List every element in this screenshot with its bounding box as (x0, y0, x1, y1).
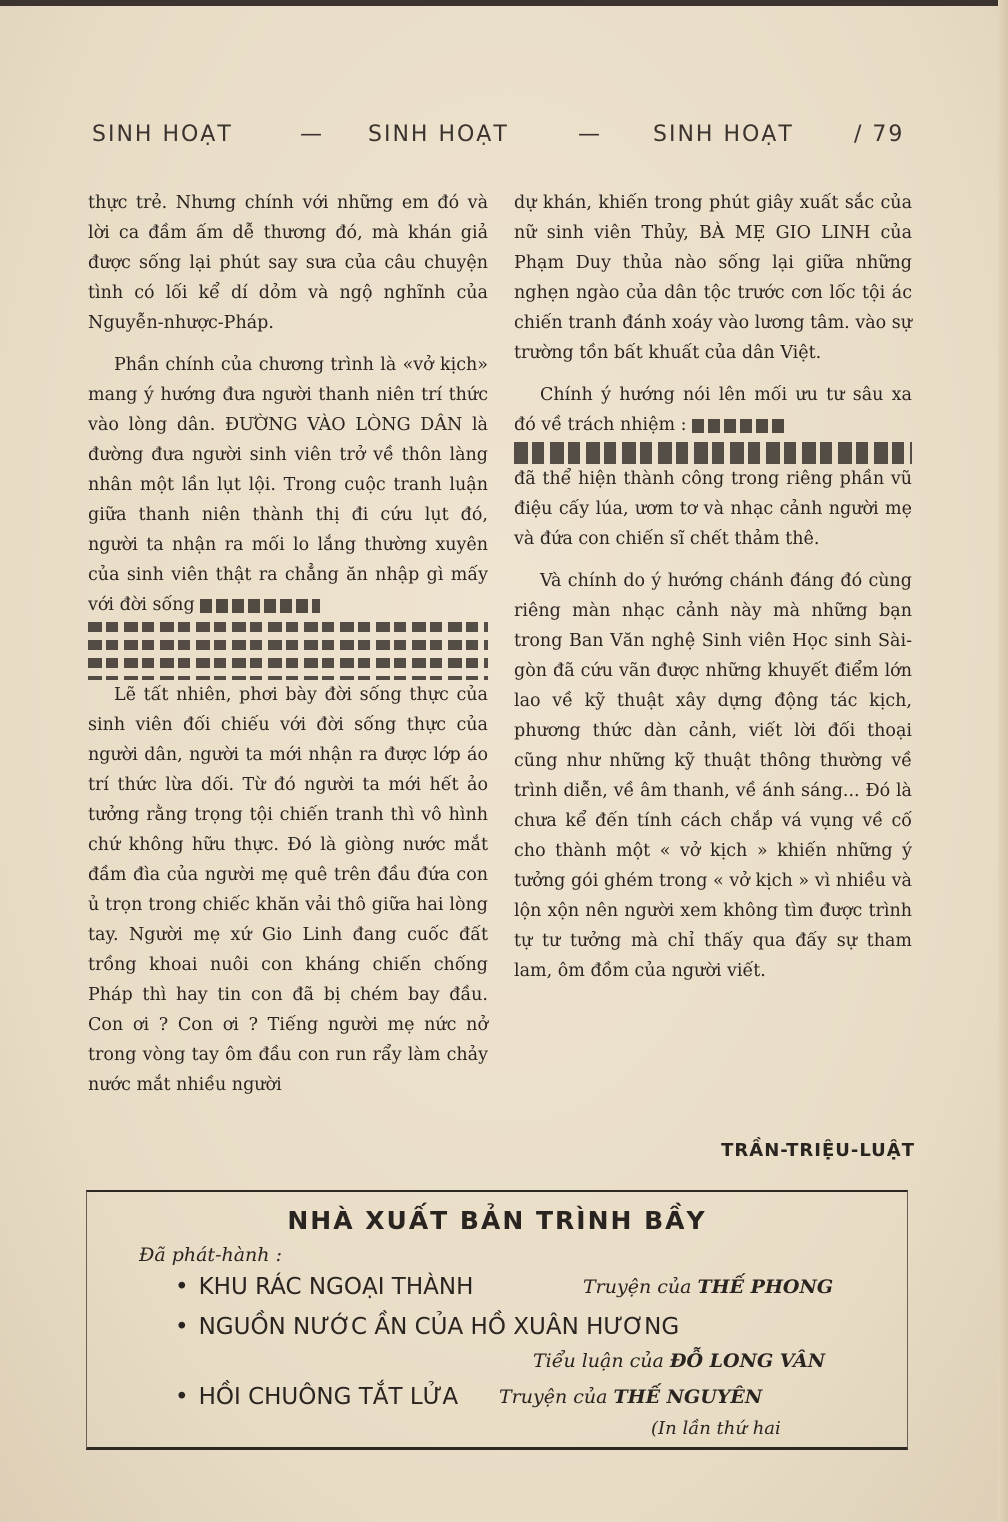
article-author: TRẦN-TRIỆU-LUẬT (721, 1140, 915, 1161)
censored-block-right (514, 442, 912, 464)
header-dash-2: — (578, 122, 602, 147)
book-item-1: • KHU RÁC NGOẠI THÀNH (175, 1274, 474, 1300)
header-part-1: SINH HOẠT (92, 122, 233, 147)
right-column (514, 188, 912, 986)
right-paragraph-2b: đã thể hiện thành công trong riêng phần vũ điệu cấy lúa, ươm tơ và nhạc cảnh người mẹ và đứa con chiến sĩ chết thảm thê. (514, 469, 912, 549)
page-top-edge (0, 0, 1008, 6)
page-right-edge (998, 0, 1008, 1522)
right-paragraph-2a: Chính ý hướng nói lên mối ưu tư sâu xa đó về trách nhiệm : (514, 385, 912, 435)
publisher-advert (86, 1190, 908, 1450)
header-part-3: SINH HOẠT (653, 122, 794, 147)
left-paragraph-1: thực trẻ. Nhưng chính với những em đó và lời ca đầm ấm dễ thương đó, mà khán giả được sống lại phút say sưa của câu chuyện tình có lối kể dí dỏm và ngộ nghĩnh của Nguyễn-nhược-Pháp. (88, 193, 488, 333)
book-item-2: • NGUỒN NƯỚC ẦN CỦA HỒ XUÂN HƯƠNG (175, 1314, 680, 1340)
advert-subtitle: Đã phát-hành : (139, 1244, 282, 1266)
header-dash-1: — (300, 122, 324, 147)
left-paragraph-2: Phần chính của chương trình là «vở kịch» mang ý hướng đưa người thanh niên trí thức vào lòng dân. ĐƯỜNG VÀO LÒNG DÂN là đường đưa người sinh viên trở về thôn làng nhân một lần lụt lội. Trong cuộc tranh luận giữa thanh niên thành thị đi cứu lụt đó, người ta nhận ra mối lo lắng thường xuyên của sinh viên thật ra chẳng ăn nhập gì mấy với đời sống (88, 355, 488, 615)
book-credit-3: Truyện của THẾ NGUYÊN (499, 1386, 763, 1408)
bullet-icon: • (175, 1384, 189, 1410)
left-paragraph-3: Lẽ tất nhiên, phơi bày đời sống thực của sinh viên đối chiếu với đời sống thực của người dân, người ta mới nhận ra được lớp áo trí thức lừa dối. Từ đó người ta mới hết ảo tưởng rằng trọng tội chiến tranh thì vô hình chứ không hữu thực. Đó là giòng nước mắt đầm đìa của người mẹ quê trên đầu đứa con ủ trọn trong chiếc khăn vải thô giữa hai lòng tay. Người mẹ xứ Gio Linh đang cuốc đất trồng khoai nuôi con kháng chiến chống Pháp thì hay tin con đã bị chém bay đầu. Con ơi ? Con ơi ? Tiếng người mẹ nức nở trong vòng tay ôm đầu con run rẩy làm chảy nước mắt nhiều người (88, 685, 488, 1095)
right-paragraph-1: dự khán, khiến trong phút giây xuất sắc của nữ sinh viên Thủy, BÀ MẸ GIO LINH của Phạm Duy thủa nào sống lại giữa những nghẹn ngào của dân tộc trước cơn lốc tội ác chiến tranh đánh xoáy vào lương tâm. vào sự trường tồn bất khuất của dân Việt. (514, 193, 912, 363)
page-number: / 79 (854, 122, 905, 147)
edition-note: (In lần thứ hai (651, 1418, 781, 1439)
running-header (92, 118, 916, 154)
advert-title: NHÀ XUẤT BẢN TRÌNH BẦY (287, 1206, 707, 1235)
book-credit-2: Tiểu luận của ĐỖ LONG VÂN (533, 1350, 826, 1372)
book-item-3: • HỒI CHUÔNG TẮT LỬA (175, 1384, 459, 1410)
bullet-icon: • (175, 1314, 189, 1340)
header-part-2: SINH HOẠT (368, 122, 509, 147)
censored-inline-mark (200, 599, 320, 613)
censored-inline-mark-right (692, 419, 788, 433)
book-credit-1: Truyện của THẾ PHONG (583, 1276, 834, 1298)
bullet-icon: • (175, 1274, 189, 1300)
left-column (88, 188, 488, 1100)
censored-block-left (88, 622, 488, 680)
right-paragraph-3: Và chính do ý hướng chánh đáng đó cùng riêng màn nhạc cảnh này mà những bạn trong Ban Văn nghệ Sinh viên Học sinh Sài-gòn đã cứu vãn được những khuyết điểm lớn lao về kỹ thuật xây dựng động tác kịch, phương thức dàn cảnh, viết lời đối thoại cũng như những kỹ thuật thông thường về trình diễn, về âm thanh, về ánh sáng... Đó là chưa kể đến tính cách chắp vá vụng về cố cho thành một « vở kịch » khiến những ý tưởng gói ghém trong « vở kịch » vì nhiều và lộn xộn nên người xem không tìm được trình tự tư tưởng mà chỉ thấy qua đấy sự tham lam, ôm đồm của người viết. (514, 571, 912, 981)
